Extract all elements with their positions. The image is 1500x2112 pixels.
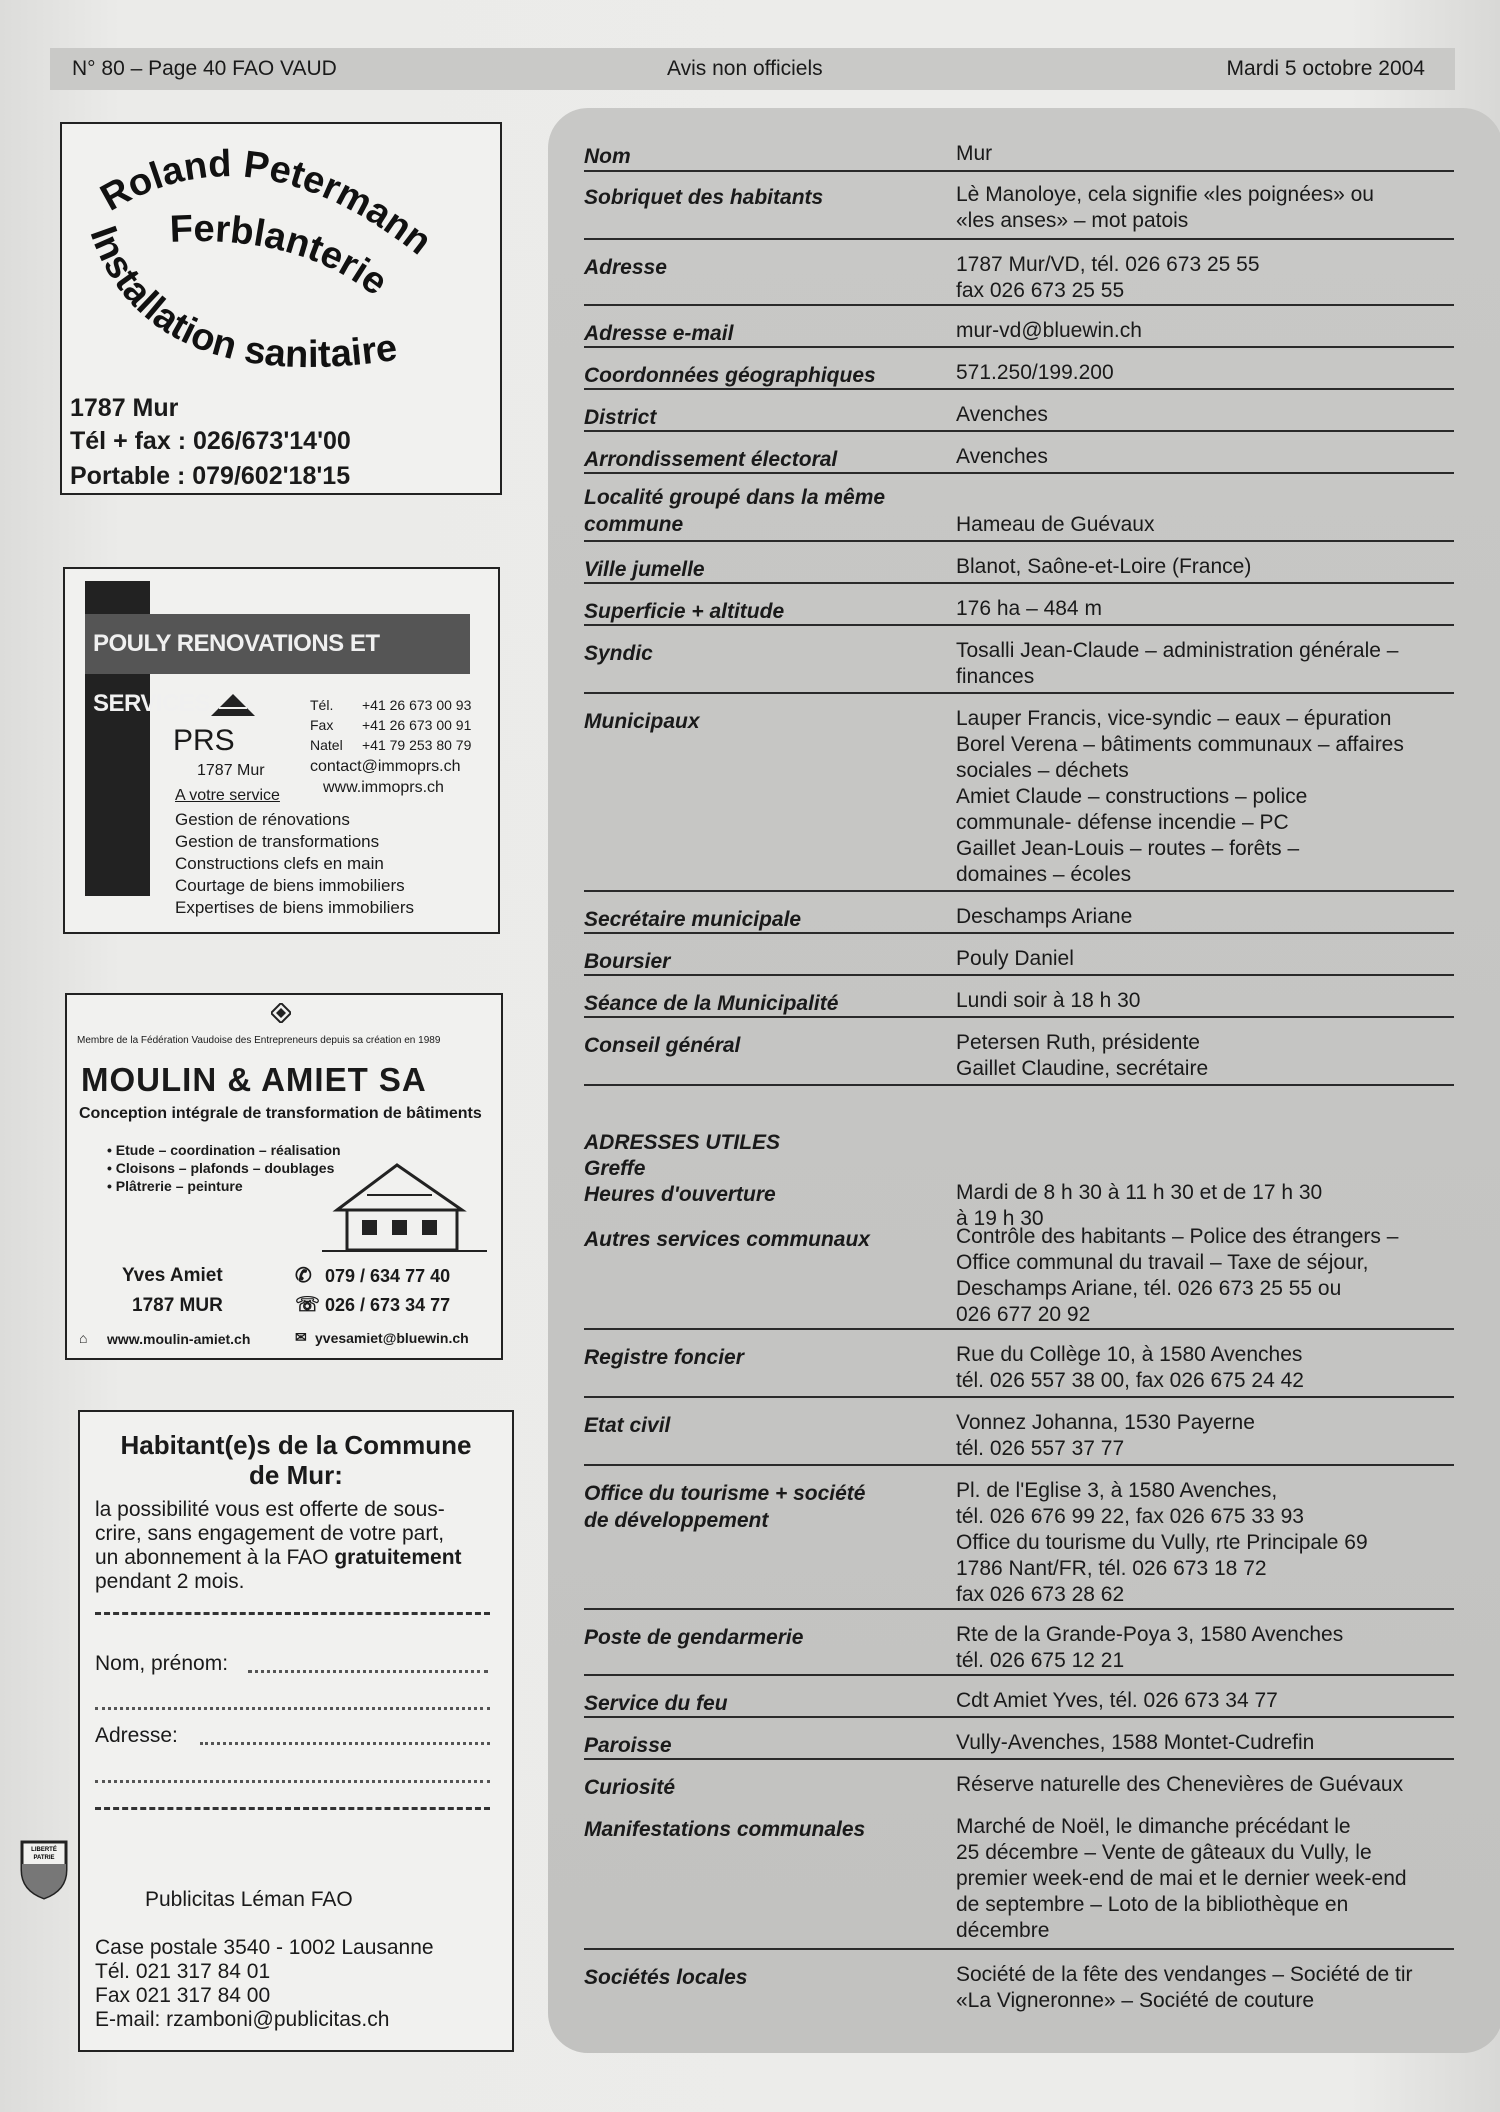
info-label: Localité groupé dans la même commune [584, 486, 886, 536]
info-row-coordinates [584, 348, 1454, 390]
info-row-adresse [584, 240, 1454, 306]
vaud-shield-icon [20, 1840, 68, 1900]
phone-icon: ✆ [295, 1265, 312, 1287]
list-item: Expertises de biens immobiliers [175, 898, 415, 917]
pouly-email[interactable]: contact@immoprs.ch [310, 758, 461, 775]
info-value: 1787 Mur/VD, tél. 026 673 25 55 fax 026 673 25 55 [956, 253, 1260, 302]
info-value: mur-vd@bluewin.ch [956, 319, 1142, 342]
info-value: Lundi soir à 18 h 30 [956, 989, 1141, 1012]
pouly-fax-label: Fax [310, 717, 334, 733]
info-row-email [584, 306, 1454, 348]
petermann-name: Roland Petermann [93, 143, 440, 264]
info-value: Pl. de l'Eglise 3, à 1580 Avenches, tél. 026 676 99 22, fax 026 675 33 93 Office du tourisme du Vully, rte Principale 69 1786 Nant/FR, tél. 026 673 18 72 fax 026 673 28 62 [956, 1479, 1368, 1606]
header-date: Mardi 5 octobre 2004 [1226, 57, 1425, 80]
petermann-arched-logo [70, 132, 494, 412]
info-value: Lè Manoloye, cela signifie «les poignées» ou «les anses» – mot patois [956, 183, 1374, 232]
form-text: crire, sans engagement de votre part, [95, 1522, 445, 1545]
info-value: Cdt Amiet Yves, tél. 026 673 34 77 [956, 1689, 1278, 1712]
info-label: Etat civil [584, 1414, 671, 1437]
info-label: Poste de gendarmerie [584, 1626, 804, 1649]
info-value: Société de la fête des vendanges – Société de tir «La Vigneronne» – Société de couture [956, 1963, 1413, 2012]
info-row-seance [584, 976, 1454, 1018]
info-row-conseil [584, 1018, 1454, 1086]
info-value: Contrôle des habitants – Police des étrangers – Office communal du travail – Taxe de séjour, Deschamps Ariane, tél. 026 673 25 55 ou 026 677 20 92 [956, 1225, 1399, 1326]
info-value: 571.250/199.200 [956, 361, 1114, 384]
federation-emblem-icon [271, 1003, 291, 1023]
pouly-service-heading: A votre service [175, 787, 280, 804]
form-text-emphasis: gratuitement [334, 1546, 462, 1569]
info-label: Service du feu [584, 1692, 728, 1715]
info-value: Mur [956, 142, 993, 165]
pouly-fax: +41 26 673 00 91 [362, 717, 472, 733]
pouly-tel-label: Tél. [310, 697, 334, 713]
form-title-line2: de Mur: [249, 1460, 343, 1490]
info-row-sobriquet [584, 172, 1454, 240]
info-row-localite [584, 474, 1454, 542]
pouly-services-list [175, 809, 414, 919]
ad-moulin-amiet [65, 993, 503, 1360]
info-label: ADRESSES UTILES Greffe Heures d'ouverture [584, 1131, 781, 1206]
email-icon: ✉ [295, 1329, 307, 1345]
pouly-tel: +41 26 673 00 93 [362, 697, 472, 713]
petermann-locality: 1787 Mur [70, 394, 179, 422]
info-value: Petersen Ruth, présidente Gaillet Claudine, secrétaire [956, 1031, 1209, 1080]
moulin-bullet: • Cloisons – plafonds – doublages [107, 1160, 335, 1176]
info-row-tourisme [584, 1466, 1454, 1610]
info-value: Rue du Collège 10, à 1580 Avenches tél. 026 557 38 00, fax 026 675 24 42 [956, 1343, 1304, 1392]
list-item: Gestion de transformations [175, 832, 380, 851]
info-label: Office du tourisme + société de développement [584, 1482, 866, 1532]
info-label: Adresse [584, 256, 667, 279]
info-label: Autres services communaux [584, 1228, 870, 1251]
pouly-locality: 1787 Mur [197, 762, 265, 779]
cut-line [95, 1807, 490, 1810]
info-row-etat-civil [584, 1398, 1454, 1466]
petermann-mobile: Portable : 079/602'18'15 [70, 462, 351, 490]
moulin-phone-mobile: 079 / 634 77 40 [325, 1266, 451, 1286]
publisher-email[interactable]: E-mail: rzamboni@publicitas.ch [95, 2008, 390, 2031]
info-label: Curiosité [584, 1776, 676, 1799]
name-field-label: Nom, prénom: [95, 1652, 229, 1675]
info-label: Syndic [584, 642, 653, 665]
commune-info-panel [548, 108, 1500, 2053]
info-value: Avenches [956, 403, 1048, 426]
moulin-website[interactable]: www.moulin-amiet.ch [107, 1331, 251, 1347]
list-item: Constructions clefs en main [175, 854, 384, 873]
publisher-name: Publicitas Léman FAO [145, 1888, 353, 1911]
telephone-icon: ☏ [295, 1294, 321, 1316]
info-row-feu [584, 1676, 1454, 1718]
ad-petermann [60, 122, 502, 495]
form-text: pendant 2 mois. [95, 1570, 245, 1593]
info-row-registre [584, 1330, 1454, 1398]
publisher-fax: Fax 021 317 84 00 [95, 1984, 271, 2007]
info-value: Rte de la Grande-Poya 3, 1580 Avenches tél. 026 675 12 21 [956, 1623, 1344, 1672]
info-label: Séance de la Municipalité [584, 992, 839, 1015]
info-value: Réserve naturelle des Chenevières de Guévaux [956, 1773, 1404, 1796]
address-field-label: Adresse: [95, 1724, 178, 1747]
cut-line [95, 1612, 490, 1615]
publisher-tel: Tél. 021 317 84 01 [95, 1960, 271, 1983]
pouly-banner: POULY RENOVATIONS ET SERVICES [85, 614, 470, 674]
address-input-line2[interactable] [95, 1780, 490, 1783]
list-item: Gestion de rénovations [175, 810, 350, 829]
moulin-locality: 1787 MUR [132, 1295, 223, 1316]
info-label: Boursier [584, 950, 671, 973]
info-row-gendarmerie [584, 1610, 1454, 1676]
subscription-form [31, 1410, 514, 2052]
info-value: Hameau de Guévaux [956, 513, 1155, 536]
pouly-natel: +41 79 253 80 79 [362, 737, 472, 753]
info-row-manifestations [584, 1802, 1454, 1950]
info-label: Manifestations communales [584, 1818, 866, 1841]
info-value: Blanot, Saône-et-Loire (France) [956, 555, 1252, 578]
moulin-email[interactable]: yvesamiet@bluewin.ch [315, 1330, 469, 1346]
info-row-secretaire [584, 892, 1454, 934]
moulin-member-note: Membre de la Fédération Vaudoise des Entrepreneurs depuis sa création en 1989 [77, 1035, 441, 1046]
info-label: Conseil général [584, 1034, 741, 1057]
petermann-trade: Ferblanterie [169, 207, 396, 304]
info-value: Tosalli Jean-Claude – administration générale – finances [956, 639, 1399, 688]
info-row-nom [584, 130, 1454, 172]
pouly-natel-label: Natel [310, 737, 343, 753]
header-section: Avis non officiels [667, 57, 823, 80]
moulin-name: MOULIN & AMIET SA [81, 1061, 427, 1098]
name-input-line2[interactable] [95, 1707, 490, 1710]
info-label: Sociétés locales [584, 1966, 748, 1989]
info-row-syndic [584, 626, 1454, 694]
pouly-logo: PRS [173, 724, 235, 757]
info-label: Municipaux [584, 710, 700, 733]
info-label: Coordonnées géographiques [584, 364, 876, 387]
info-row-boursier [584, 934, 1454, 976]
info-row-district [584, 390, 1454, 432]
info-row-adresses-utiles [584, 1086, 1454, 1230]
shield-text: LIBERTÉ [31, 1847, 57, 1853]
pouly-roof-icon [211, 694, 255, 716]
form-title-line1: Habitant(e)s de la Commune [120, 1430, 472, 1460]
pouly-website[interactable]: www.immoprs.ch [323, 779, 444, 796]
info-value: Mardi de 8 h 30 à 11 h 30 et de 17 h 30 à 19 h 30 [956, 1181, 1323, 1230]
info-label: Ville jumelle [584, 558, 705, 581]
info-label: Sobriquet des habitants [584, 186, 824, 209]
page-header [50, 48, 1455, 90]
petermann-service: Installation sanitaire [81, 220, 400, 377]
form-text: la possibilité vous est offerte de sous- [95, 1498, 445, 1521]
info-value: Avenches [956, 445, 1048, 468]
info-value: 176 ha – 484 m [956, 597, 1102, 620]
petermann-tel: Tél + fax : 026/673'14'00 [70, 427, 351, 455]
info-value: Pouly Daniel [956, 947, 1074, 970]
web-icon: ⌂ [79, 1330, 88, 1346]
info-row-curiosite [584, 1760, 1454, 1800]
moulin-contact-name: Yves Amiet [122, 1265, 223, 1286]
shield-text: PATRIE [33, 1855, 55, 1861]
info-row-municipaux [584, 694, 1454, 892]
info-row-superficie [584, 584, 1454, 626]
list-item: Courtage de biens immobiliers [175, 876, 405, 895]
info-label: Nom [584, 145, 631, 168]
moulin-bullet: • Plâtrerie – peinture [107, 1178, 243, 1194]
info-label: Arrondissement électoral [584, 448, 838, 471]
house-illustration-icon [322, 1155, 487, 1255]
form-text-row [95, 1546, 462, 1569]
info-value: Deschamps Ariane [956, 905, 1133, 928]
info-label: Paroisse [584, 1734, 672, 1757]
info-value: Vully-Avenches, 1588 Montet-Cudrefin [956, 1731, 1315, 1754]
info-row-ville-jumelle [584, 542, 1454, 584]
info-value: Vonnez Johanna, 1530 Payerne tél. 026 557 37 77 [956, 1411, 1255, 1460]
info-row-autres-services [584, 1212, 1454, 1330]
publisher-address: Case postale 3540 - 1002 Lausanne [95, 1936, 434, 1959]
info-row-paroisse [584, 1718, 1454, 1760]
info-row-societes [584, 1950, 1454, 2016]
info-value: Lauper Francis, vice-syndic – eaux – épuration Borel Verena – bâtiments communaux – affaires sociales – déchets Amiet Claude – constructions – police communale- défense incendie – PC Gaillet Jean-Louis – routes – forêts – domaines – écoles [956, 707, 1404, 886]
info-value: Marché de Noël, le dimanche précédant le 25 décembre – Vente de gâteaux du Vully, le premier week-end de mai et le dernier week-end de septembre – Loto de la bibliothèque en décembre [956, 1815, 1407, 1942]
form-text: un abonnement à la FAO [95, 1546, 329, 1569]
info-label: Adresse e-mail [584, 322, 734, 345]
name-input[interactable] [248, 1670, 488, 1673]
info-row-arrondissement [584, 432, 1454, 474]
moulin-phone-fixed: 026 / 673 34 77 [325, 1295, 451, 1315]
info-label: Superficie + altitude [584, 600, 785, 623]
header-issue: N° 80 – Page 40 FAO VAUD [72, 57, 337, 80]
info-label: District [584, 406, 657, 429]
address-input[interactable] [200, 1742, 490, 1745]
moulin-bullet: • Etude – coordination – réalisation [107, 1142, 341, 1158]
info-label: Registre foncier [584, 1346, 744, 1369]
info-label: Secrétaire municipale [584, 908, 802, 931]
ad-pouly [63, 567, 500, 934]
moulin-tagline: Conception intégrale de transformation de bâtiments [79, 1105, 482, 1122]
